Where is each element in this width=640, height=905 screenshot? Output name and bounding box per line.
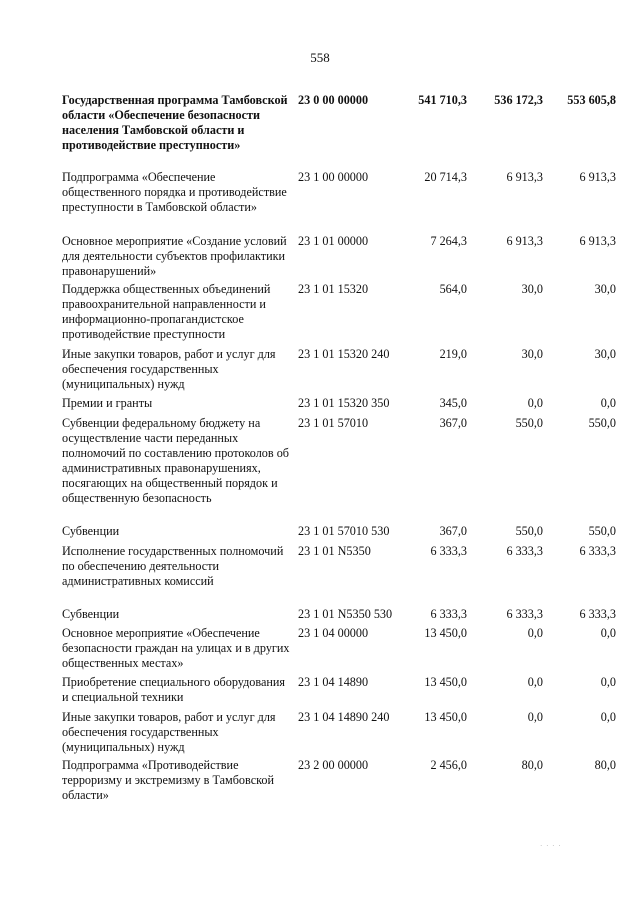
row-value-1: 20 714,3	[424, 170, 467, 184]
row-code: 23 1 01 N5350 530	[298, 607, 393, 621]
row-value-2: 536 172,3	[494, 93, 543, 107]
row-value-3: 30,0	[594, 282, 616, 296]
row-code: 23 1 01 57010	[298, 416, 369, 430]
row-code: 23 1 04 00000	[298, 626, 369, 640]
row-value-3: 80,0	[594, 758, 616, 772]
row-value-2: 6 333,3	[506, 607, 543, 621]
page-number: 558	[310, 50, 330, 65]
row-value-1: 345,0	[439, 396, 467, 410]
row-value-3: 0,0	[600, 396, 616, 410]
row-code: 23 1 01 57010 530	[298, 524, 390, 538]
row-value-1: 13 450,0	[424, 626, 467, 640]
row-name: Приобретение специального оборудования и специальной техники	[62, 675, 286, 704]
row-value-1: 13 450,0	[424, 675, 467, 689]
row-name: Государственная программа Тамбовской области «Обеспечение безопасности населения Тамбовской области и противодействие преступности»	[62, 93, 288, 152]
row-code: 23 1 01 15320 350	[298, 396, 390, 410]
row-value-1: 7 264,3	[430, 234, 467, 248]
row-value-3: 6 913,3	[579, 170, 616, 184]
row-name: Подпрограмма «Обеспечение общественного порядка и противодействие преступности в Тамбовской области»	[62, 170, 287, 214]
scan-artifact-mark: · · · ·	[540, 842, 562, 850]
row-value-2: 550,0	[515, 416, 543, 430]
row-value-1: 6 333,3	[430, 607, 467, 621]
row-name: Субвенции федеральному бюджету на осуществление части переданных полномочий по составлению протоколов об административных правонарушениях, посягающих на общественный порядок и общественную безопасность	[62, 416, 289, 505]
row-code: 23 1 01 15320	[298, 282, 369, 296]
row-name: Исполнение государственных полномочий по обеспечению деятельности административных комиссий	[62, 544, 284, 588]
row-value-1: 2 456,0	[430, 758, 467, 772]
row-code: 23 1 04 14890	[298, 675, 369, 689]
row-value-1: 564,0	[439, 282, 467, 296]
row-value-3: 6 333,3	[579, 607, 616, 621]
row-value-2: 0,0	[527, 626, 543, 640]
row-code: 23 2 00 00000	[298, 758, 369, 772]
row-value-2: 6 333,3	[506, 544, 543, 558]
row-code: 23 1 01 N5350	[298, 544, 371, 558]
row-value-3: 553 605,8	[567, 93, 616, 107]
row-value-2: 30,0	[521, 282, 543, 296]
row-value-3: 550,0	[588, 524, 616, 538]
row-name: Субвенции	[62, 524, 120, 538]
row-name: Премии и гранты	[62, 396, 153, 410]
row-code: 23 1 04 14890 240	[298, 710, 390, 724]
row-name: Иные закупки товаров, работ и услуг для обеспечения государственных (муниципальных) нужд	[62, 347, 276, 391]
row-name: Основное мероприятие «Обеспечение безопасности граждан на улицах и в других общественных местах»	[62, 626, 290, 670]
row-code: 23 1 01 15320 240	[298, 347, 390, 361]
row-value-2: 0,0	[527, 396, 543, 410]
row-value-3: 550,0	[588, 416, 616, 430]
row-value-3: 0,0	[600, 626, 616, 640]
row-code: 23 1 00 00000	[298, 170, 369, 184]
row-value-2: 30,0	[521, 347, 543, 361]
row-value-3: 6 333,3	[579, 544, 616, 558]
row-value-1: 13 450,0	[424, 710, 467, 724]
row-value-2: 6 913,3	[506, 170, 543, 184]
row-value-1: 219,0	[439, 347, 467, 361]
row-name: Поддержка общественных объединений правоохранительной направленности и информационно-пропагандистское противодействие преступности	[62, 282, 271, 341]
row-value-2: 6 913,3	[506, 234, 543, 248]
row-name: Основное мероприятие «Создание условий для деятельности субъектов профилактики правонарушений»	[62, 234, 287, 278]
row-name: Подпрограмма «Противодействие терроризму и экстремизму в Тамбовской области»	[62, 758, 275, 802]
row-value-1: 367,0	[439, 524, 467, 538]
row-value-1: 541 710,3	[418, 93, 467, 107]
row-value-3: 0,0	[600, 710, 616, 724]
row-value-1: 367,0	[439, 416, 467, 430]
row-value-2: 550,0	[515, 524, 543, 538]
row-value-3: 0,0	[600, 675, 616, 689]
row-value-2: 0,0	[527, 675, 543, 689]
row-value-3: 6 913,3	[579, 234, 616, 248]
row-value-2: 80,0	[521, 758, 543, 772]
row-code: 23 1 01 00000	[298, 234, 369, 248]
row-name: Субвенции	[62, 607, 120, 621]
row-name: Иные закупки товаров, работ и услуг для обеспечения государственных (муниципальных) нужд	[62, 710, 276, 754]
row-value-1: 6 333,3	[430, 544, 467, 558]
row-value-2: 0,0	[527, 710, 543, 724]
row-code: 23 0 00 00000	[298, 93, 369, 107]
row-value-3: 30,0	[594, 347, 616, 361]
